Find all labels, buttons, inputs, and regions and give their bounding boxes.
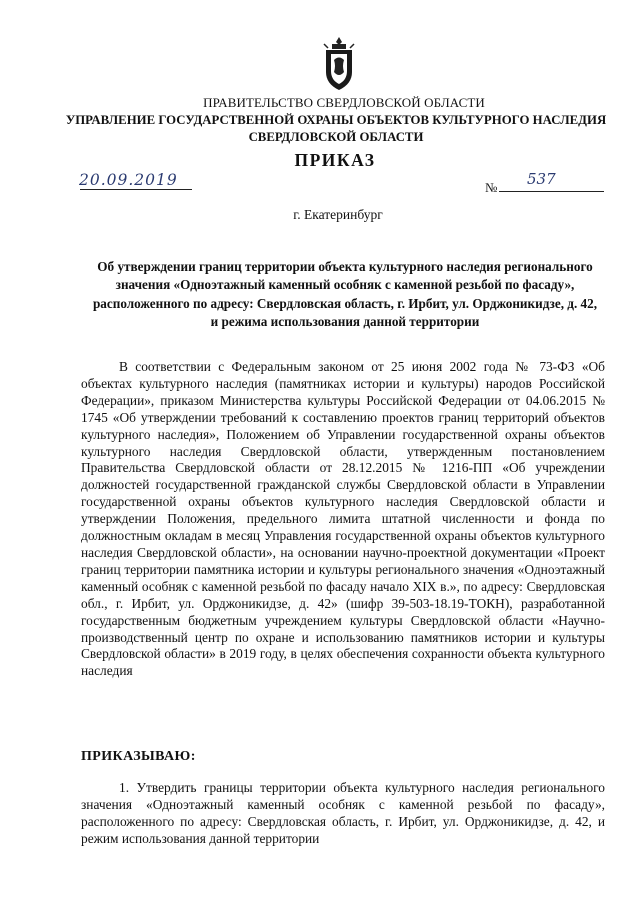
government-name: ПРАВИТЕЛЬСТВО СВЕРДЛОВСКОЙ ОБЛАСТИ xyxy=(203,95,485,110)
handwritten-date: 20.09.2019 xyxy=(79,171,178,189)
number-label: № xyxy=(485,180,498,195)
preamble-paragraph: В соответствии с Федеральным законом от 25 июня 2002 года № 73-ФЗ «Об объектах культурного наследия (памятниках истории и культуры) народов Российской Федерации», приказом Министерства культуры Российской Федерации от 04.06.2015 № 1745 «Об утверждении требований к составлению проектов границ территорий объектов культурного наследия», Положением об Управлении государственной охраны объектов культурного наследия Свердловской области, утвержденным постановлением Правительства Свердловской области от 28.12.2015 № 1216-ПП «Об учреждении должностей государственной гражданской службы Свердловской области в Управлении государственной охраны объектов культурного наследия Свердловской области и утверждении Положения, предельного лимита штатной численности и фонда по должностным окладам в месяц Управления государственной охраны объектов культурного наследия Свердловской области», на основании научно-проектной документации «Проект границ территории памятника истории и культуры регионального значения «Одноэтажный каменный особняк с каменной резьбой по фасаду начало XIX в.», по адресу: Свердловская обл., г. Ирбит, ул. Орджоникидзе, д. 42» (шифр 39-503-18.19-ТОКН), разработанной государственным бюджетным учреждением культуры Свердловской области «Научно-производственный центр по охране и использованию памятников истории и культуры Свердловской области» в 2019 году, в целях обеспечения сохранности объекта культурного наследия xyxy=(81,359,605,679)
order-item-1: 1. Утвердить границы территории объекта культурного наследия регионального значения «Одноэтажный каменный особняк с каменной резьбой по фасаду», расположенного по адресу: Свердловская область, г. Ирбит, ул. Орджоникидзе, д. 42, и режим использования данной территории xyxy=(81,780,605,846)
number-underline xyxy=(499,191,604,192)
document-type-heading: ПРИКАЗ xyxy=(294,150,376,170)
coat-of-arms-emblem xyxy=(322,36,356,92)
department-name-line1: УПРАВЛЕНИЕ ГОСУДАРСТВЕННОЙ ОХРАНЫ ОБЪЕКТОВ КУЛЬТУРНОГО НАСЛЕДИЯ xyxy=(65,113,607,127)
department-name-line2: СВЕРДЛОВСКОЙ ОБЛАСТИ xyxy=(248,130,424,144)
date-underline xyxy=(80,188,192,190)
order-word: ПРИКАЗЫВАЮ: xyxy=(81,749,196,764)
handwritten-number: 537 xyxy=(527,170,556,188)
city: г. Екатеринбург xyxy=(293,207,383,222)
order-title: Об утверждении границ территории объекта культурного наследия регионального значения «Одноэтажный каменный особняк с каменной резьбой по фасаду», расположенного по адресу: Свердловская область, г. Ирбит, ул. Орджоникидзе, д. 42, и режима использования данной территории xyxy=(92,259,598,330)
